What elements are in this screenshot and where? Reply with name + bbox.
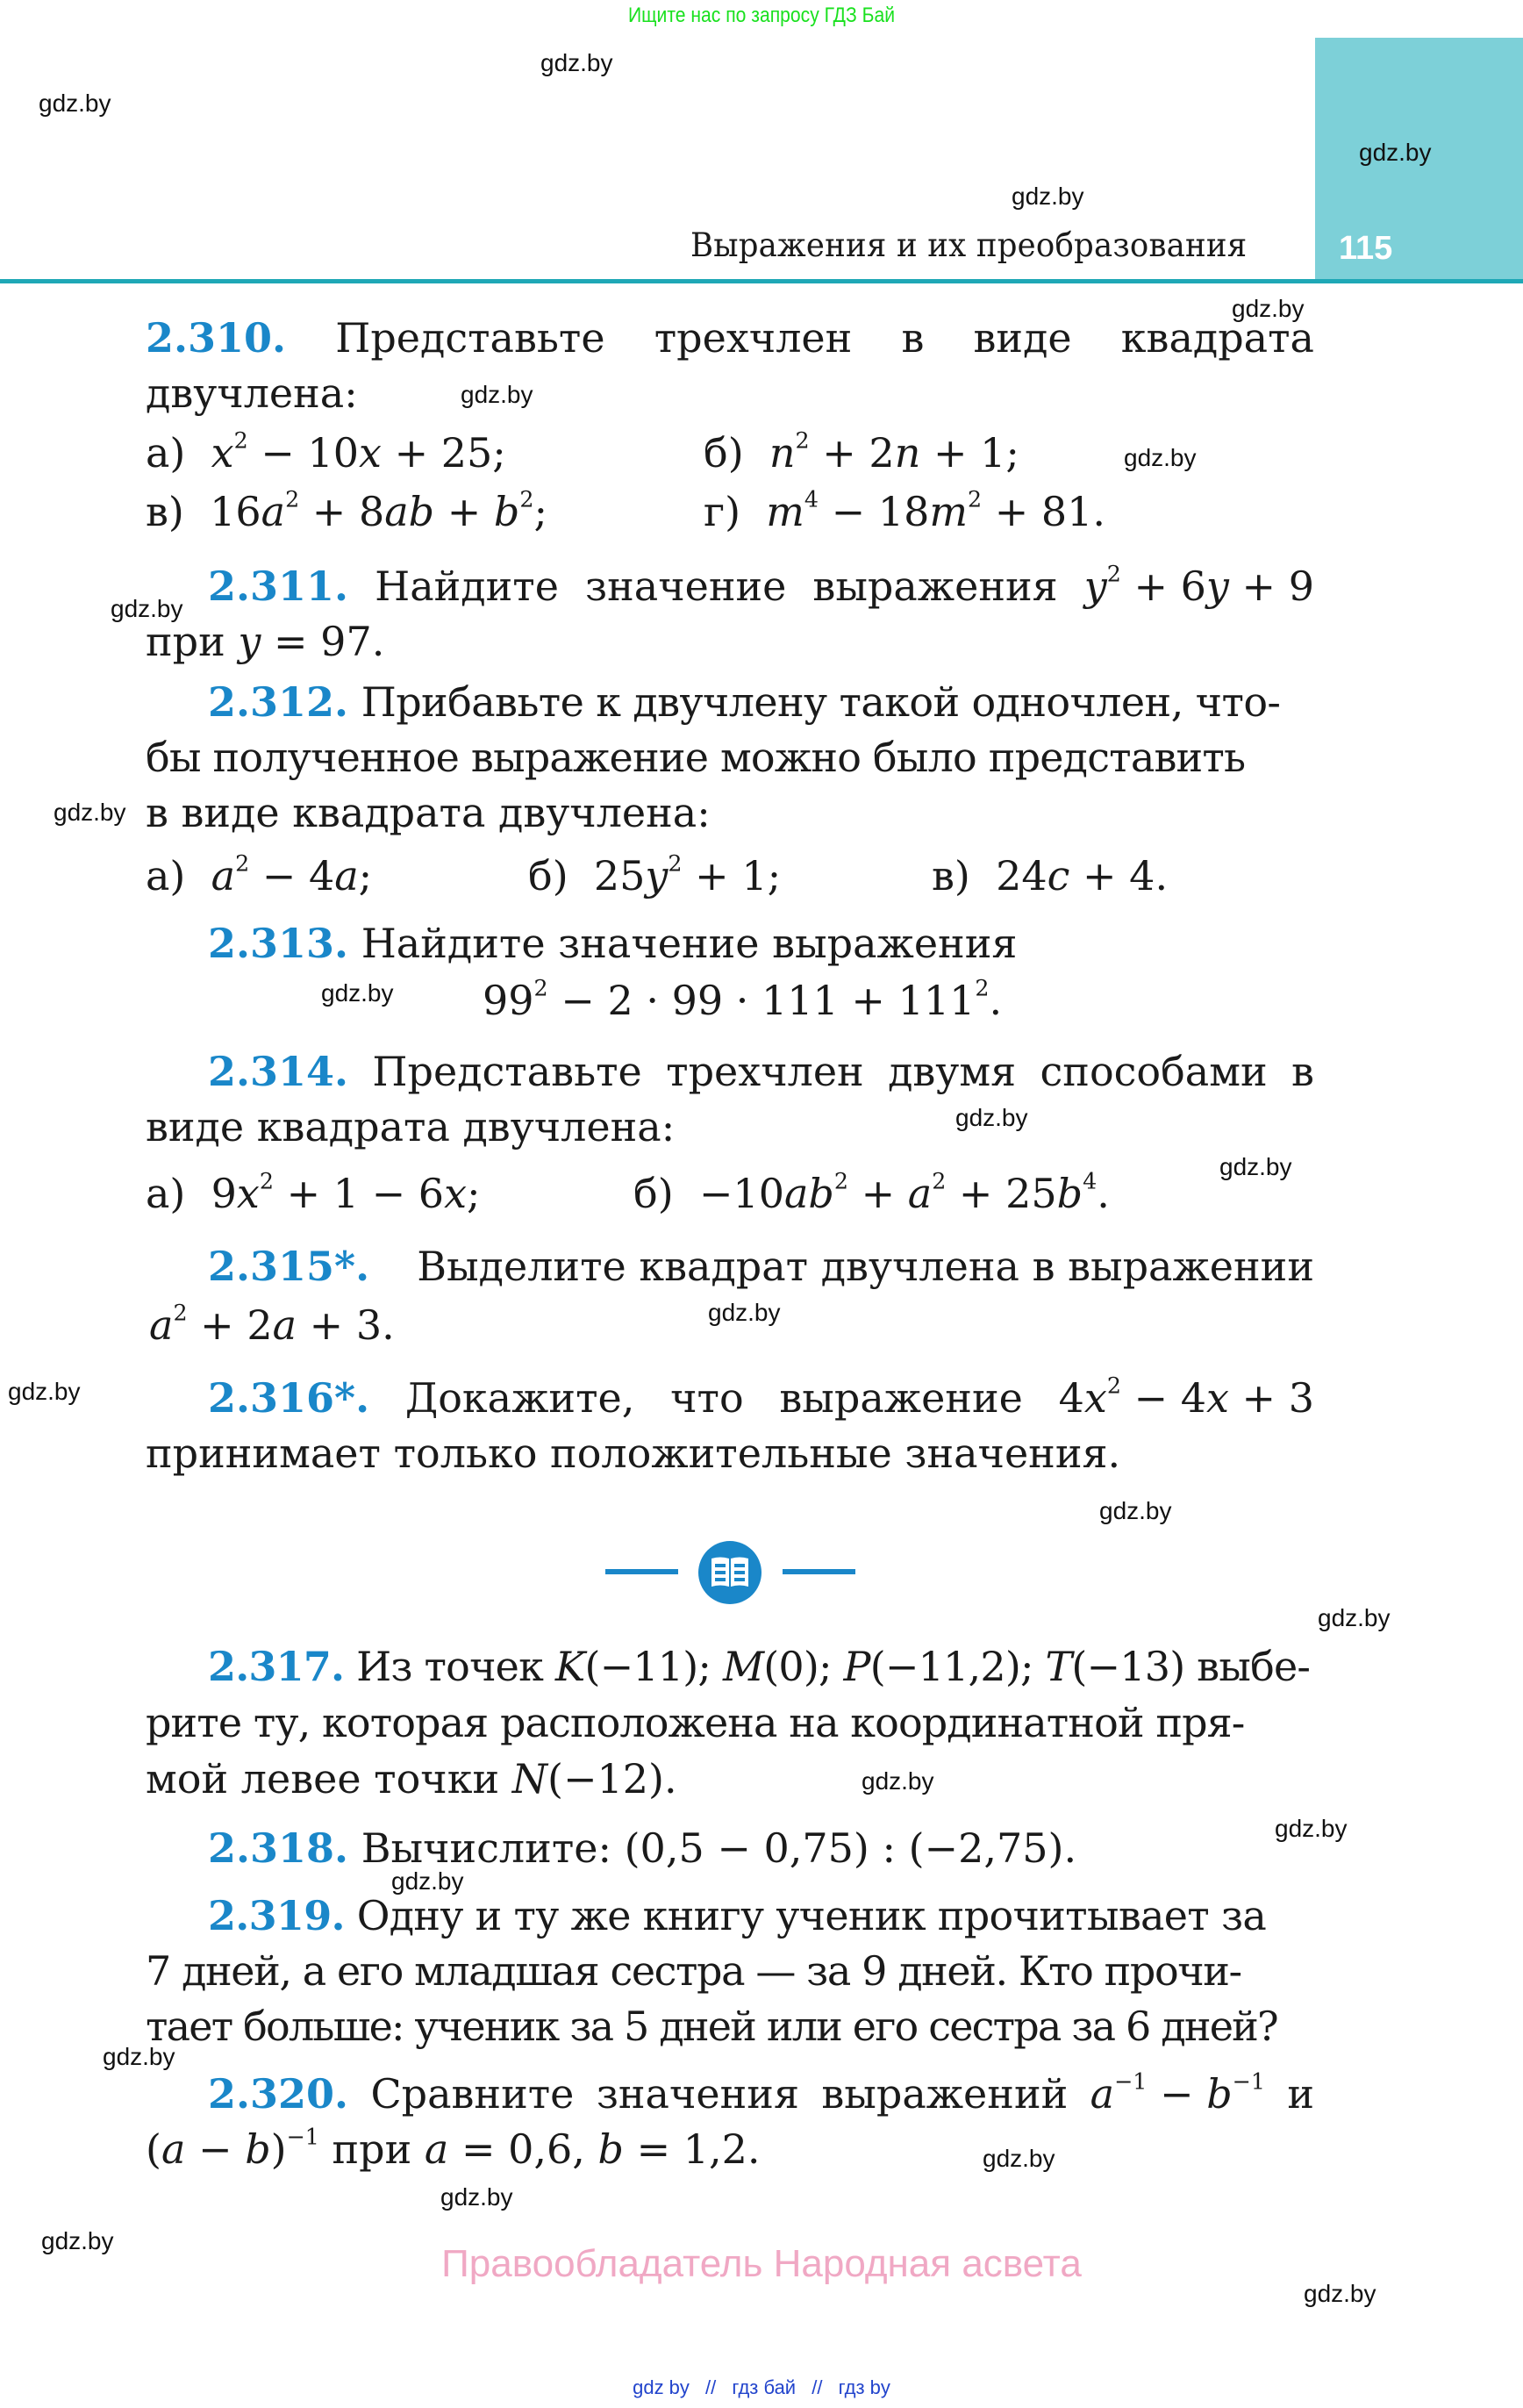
footer-separator: // — [812, 2376, 823, 2398]
watermark: gdz.by — [8, 1378, 81, 1405]
page-number: 115 — [1339, 230, 1393, 267]
exercise-number: 2.314. — [208, 1048, 349, 1095]
math-expression: $9x^2 + 1 - 6x$; — [198, 1168, 481, 1217]
exercise-2-316-line2: принимает только положительные значения. — [146, 1430, 1121, 1477]
watermark: gdz.by — [461, 381, 533, 408]
exercise-2-317-line2: рите ту, которая расположена на координатной пря- — [146, 1699, 1245, 1746]
exercise-2-319-line3: тает больше: ученик за 5 дней или его сестра за 6 дней? — [146, 2003, 1277, 2050]
exercise-2-312-line1 — [208, 678, 1281, 726]
word: Докажите, — [404, 1374, 635, 1422]
watermark: gdz.by — [391, 1867, 464, 1895]
text: Выделите квадрат двучлена в выражении — [417, 1243, 1314, 1290]
word: значение — [585, 563, 787, 610]
exercise-number: 2.313. — [208, 920, 349, 967]
item-label: б) — [704, 429, 744, 477]
math-expression: $n^2 + 2n + 1$; — [756, 427, 1019, 477]
open-book-icon — [698, 1541, 762, 1604]
copyright-notice: Правообладатель Народная асвета — [441, 2242, 1082, 2285]
exercise-2-312-item-a — [146, 850, 373, 899]
exercise-2-317-line3: мой левее точки N(−12). — [146, 1755, 677, 1802]
math-expression: $a^2 - 4a$; — [211, 850, 373, 899]
exercise-number: 2.318. — [208, 1824, 349, 1872]
exercise-2-312-item-b — [528, 850, 782, 899]
open-book-glyph — [710, 1556, 750, 1589]
watermark: gdz.by — [39, 90, 111, 117]
exercise-number: 2.320. — [208, 2070, 349, 2118]
text: Вычислите: (0,5 − 0,75) : (−2,75). — [361, 1824, 1077, 1872]
watermark: gdz.by — [1318, 1604, 1391, 1631]
watermark: gdz.by — [1275, 1815, 1348, 1842]
exercise-2-317-line1: 2.317. Из точек K(−11); M(0); P(−11,2); T(−13) выбе- — [208, 1643, 1311, 1690]
exercise-2-314-item-b — [633, 1168, 1110, 1217]
exercise-2-314-item-a — [146, 1168, 481, 1217]
item-label: в) — [146, 488, 184, 535]
exercise-2-312-line2: бы полученное выражение можно было представить — [146, 734, 1246, 781]
watermark: gdz.by — [41, 2227, 114, 2254]
watermark: gdz.by — [1099, 1497, 1172, 1524]
word: значения — [596, 2070, 799, 2118]
footer-link-gdz-by-cyr[interactable]: гдз by — [838, 2376, 890, 2398]
exercise-2-313-line1 — [208, 920, 1018, 967]
text: Найдите значение выражения — [361, 920, 1018, 967]
watermark: gdz.by — [103, 2043, 175, 2070]
watermark: gdz.by — [983, 2145, 1055, 2172]
exercise-2-311-line1 — [208, 561, 1314, 610]
exercise-2-310-line2: двучлена: — [146, 369, 358, 417]
word: двумя — [888, 1048, 1017, 1095]
watermark: gdz.by — [862, 1767, 934, 1795]
exercise-2-315-line1 — [208, 1243, 1314, 1290]
exercise-number: 2.316*. — [208, 1374, 370, 1422]
watermark: gdz.by — [708, 1299, 781, 1326]
word: Найдите — [375, 563, 559, 610]
footer-separator: // — [705, 2376, 717, 2398]
watermark: gdz.by — [1012, 183, 1084, 210]
watermark: gdz.by — [1219, 1153, 1292, 1180]
item-label: б) — [528, 852, 568, 899]
word: Сравните — [370, 2070, 575, 2118]
watermark: gdz.by — [1124, 444, 1197, 471]
exercise-number: 2.317. — [208, 1643, 345, 1690]
exercise-2-311-line2: при y = 97. — [146, 618, 385, 665]
exercise-2-313-expression: $99^2 - 2 \cdot 99 \cdot 111 + 111^2$. — [483, 975, 1003, 1024]
word: в — [1291, 1048, 1314, 1095]
exercise-number: 2.315*. — [208, 1243, 370, 1290]
footer-link-gdz-by[interactable]: gdz by — [633, 2376, 690, 2398]
exercise-2-319-line2: 7 дней, а его младшая сестра — за 9 дней. Кто прочи- — [146, 1947, 1241, 1995]
exercise-2-310-item-a — [146, 427, 506, 477]
exercise-2-315-line2: $a^2 + 2a + 3$. — [149, 1300, 395, 1349]
exercise-2-310-item-b — [704, 427, 1019, 477]
item-label: в) — [932, 852, 970, 899]
watermark: gdz.by — [1304, 2280, 1376, 2307]
word: выражение — [779, 1374, 1023, 1422]
math-expression: $y^2 + 6y + 9$ — [1083, 561, 1314, 610]
exercise-2-310-item-g — [704, 486, 1106, 535]
section-title: Выражения и их преобразования — [690, 226, 1248, 264]
watermark: gdz.by — [540, 49, 613, 76]
exercise-2-310-line1 — [146, 314, 1314, 362]
divider-right — [783, 1569, 855, 1574]
watermark: gdz.by — [111, 595, 183, 622]
exercise-number: 2.311. — [208, 563, 349, 610]
exercise-2-314-line2: виде квадрата двучлена: — [146, 1103, 676, 1150]
word: трехчлен — [666, 1048, 864, 1095]
watermark: gdz.by — [54, 799, 126, 826]
text: Прибавьте к двучлену такой одночлен, что- — [361, 678, 1281, 726]
header-divider — [0, 279, 1523, 283]
exercise-2-319-line1 — [208, 1892, 1267, 1939]
item-label: а) — [146, 852, 186, 899]
exercise-2-312-line3: в виде квадрата двучлена: — [146, 789, 711, 836]
watermark: gdz.by — [440, 2183, 513, 2211]
item-label: б) — [633, 1170, 674, 1217]
footer-links — [0, 2376, 1523, 2399]
item-label: а) — [146, 1170, 186, 1217]
top-banner: Ищите нас по запросу ГДЗ Бай — [627, 4, 895, 27]
text: Одну и ту же книгу ученик прочитывает за — [356, 1892, 1267, 1939]
word: и — [1287, 2070, 1314, 2118]
math-expression: $m^4 - 18m^2 + 81$. — [766, 486, 1106, 535]
watermark: gdz.by — [321, 979, 394, 1007]
math-expression: $16a^2 + 8ab + b^2$; — [197, 486, 547, 535]
exercise-2-320-line2: $(a - b)^{-1}$ при a = 0,6, b = 1,2. — [146, 2124, 761, 2173]
math-expression: 24c + 4. — [983, 852, 1169, 899]
word: трехчлен — [654, 314, 853, 362]
word: выражений — [821, 2070, 1069, 2118]
divider-left — [605, 1569, 678, 1574]
exercise-2-312-item-v — [932, 852, 1169, 899]
math-expression: $4x^2 - 4x + 3$ — [1058, 1372, 1314, 1422]
math-expression: $x^2 - 10x + 25$; — [198, 427, 506, 477]
word: в — [901, 314, 925, 362]
math-expression: $a^{-1} - b^{-1}$ — [1090, 2068, 1265, 2118]
watermark: gdz.by — [1359, 139, 1432, 166]
item-label: г) — [704, 488, 741, 535]
word: что — [670, 1374, 744, 1422]
item-label: а) — [146, 429, 186, 477]
math-expression: $25y^2 + 1$; — [581, 850, 782, 899]
exercise-number: 2.319. — [208, 1892, 345, 1939]
word: Представьте — [335, 314, 605, 362]
math-expression: $-10ab^2 + a^2 + 25b^4$. — [686, 1168, 1110, 1217]
word: способами — [1040, 1048, 1268, 1095]
exercise-2-316-line1 — [208, 1372, 1314, 1422]
exercise-2-310-item-v — [146, 486, 547, 535]
word: выражения — [812, 563, 1058, 610]
word: виде — [973, 314, 1072, 362]
footer-link-gdz-bai[interactable]: гдз бай — [732, 2376, 797, 2398]
exercise-number: 2.310. — [146, 314, 287, 362]
word: Представьте — [372, 1048, 642, 1095]
watermark: gdz.by — [955, 1104, 1028, 1131]
exercise-number: 2.312. — [208, 678, 349, 726]
exercise-2-314-line1 — [208, 1048, 1314, 1095]
word: квадрата — [1120, 314, 1314, 362]
exercise-2-320-line1 — [208, 2068, 1314, 2118]
watermark: gdz.by — [1232, 295, 1305, 322]
exercise-2-318-line1 — [208, 1824, 1077, 1872]
